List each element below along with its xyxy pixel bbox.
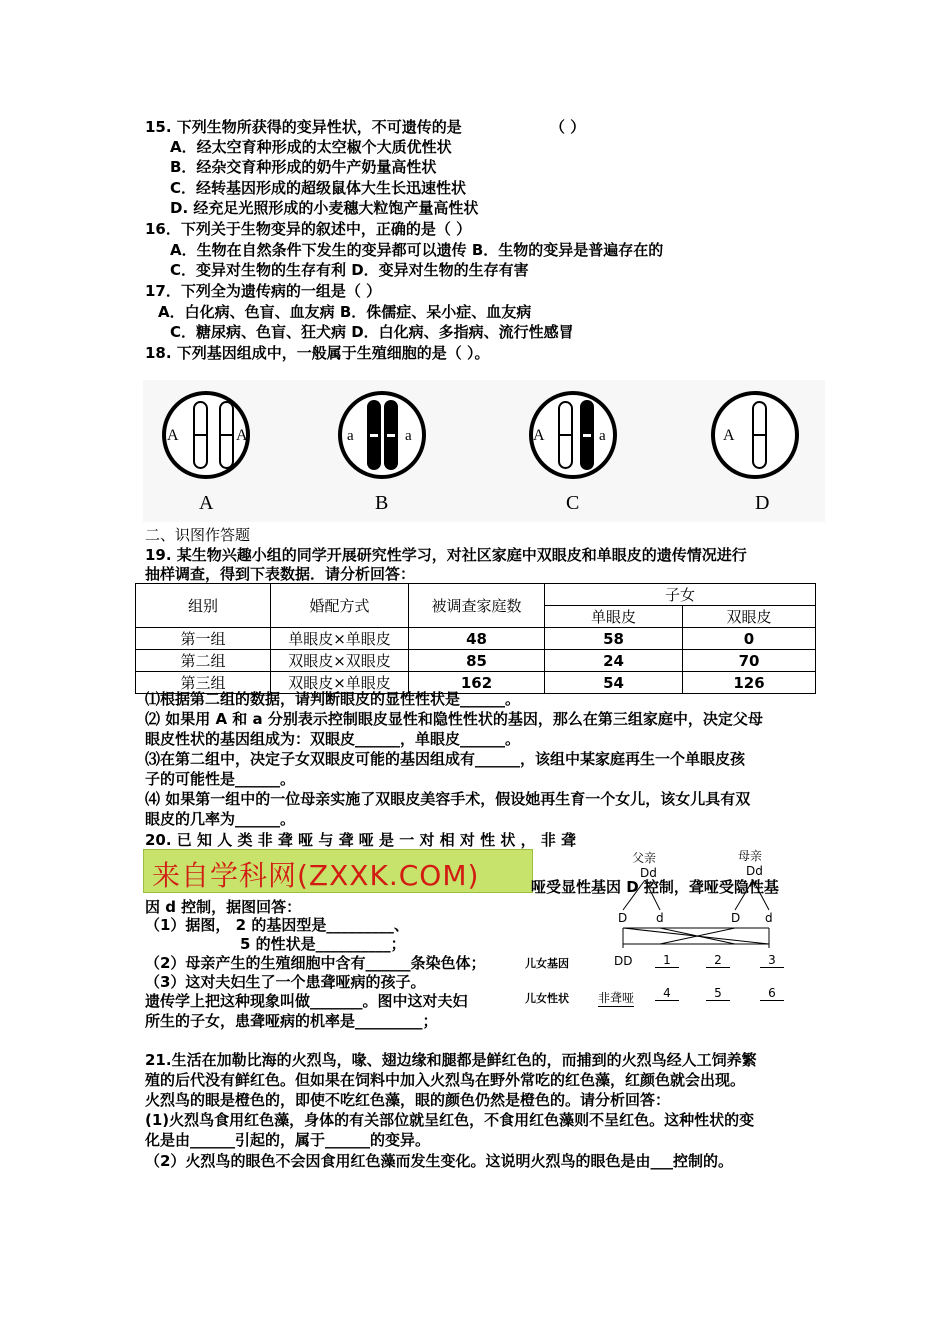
- child-genotype-dd: DD: [614, 954, 633, 968]
- gamete-2: d: [656, 911, 664, 925]
- child-trait-blank-6: 6: [760, 986, 784, 1001]
- gamete-4: d: [765, 911, 773, 925]
- th-families: 被调查家庭数: [409, 584, 545, 628]
- cell-b-right-gene: a: [405, 428, 412, 444]
- father-genotype: Dd: [640, 866, 657, 880]
- cell-mating: 单眼皮×单眼皮: [271, 628, 409, 650]
- cell-b-label: B: [375, 492, 389, 514]
- child-trait-blank-4: 4: [655, 986, 679, 1001]
- watermark-logo: 来自学科网(ZXXK.COM): [143, 849, 533, 893]
- cell-c-label: C: [566, 492, 580, 514]
- q17-options-row2: C．糖尿病、色盲、狂犬病 D．白化病、多指病、流行性感冒: [170, 323, 574, 341]
- q21-line6: （2）火烈鸟的眼色不会因食用红色藻而发生变化。这说明火烈鸟的眼色是由___控制的。: [145, 1152, 733, 1170]
- child-genotype-blank-2: 2: [706, 953, 730, 968]
- q19-part3-line2: 子的可能性是______。: [145, 770, 296, 788]
- section-2-title: 二、识图作答题: [145, 526, 251, 544]
- child-genotype-blank-1: 1: [655, 953, 679, 968]
- q19-stem-line1: 19. 某生物兴趣小组的同学开展研究性学习，对社区家庭中双眼皮和单眼皮的遗传情况进行: [145, 546, 747, 564]
- q21-line5: 化是由______引起的，属于______的变异。: [145, 1131, 431, 1149]
- gamete-3: D: [731, 911, 741, 925]
- cell-double: 126: [683, 672, 816, 694]
- child-trait-blank-5: 5: [706, 986, 730, 1001]
- cell-d-left-gene: A: [723, 427, 735, 444]
- table-row: [136, 650, 816, 672]
- q19-part1: ⑴根据第二组的数据，请判断眼皮的显性性状是______。: [145, 690, 521, 708]
- q19-part4-line2: 眼皮的几率为______。: [145, 810, 296, 828]
- cell-mating: 双眼皮×双眼皮: [271, 650, 409, 672]
- q15-option-b: B．经杂交育种形成的奶牛产奶量高性状: [170, 158, 437, 176]
- cell-double: 70: [683, 650, 816, 672]
- cell-a-right-gene: A: [236, 427, 248, 444]
- cell-families: 162: [409, 672, 545, 694]
- cell-group: 第二组: [136, 650, 271, 672]
- q21-line4: (1)火烈鸟食用红色藻，身体的有关部位就呈红色，不食用红色藻则不呈红色。这种性状的变: [145, 1111, 755, 1129]
- cell-a-label: A: [199, 492, 214, 514]
- cell-group: 第一组: [136, 628, 271, 650]
- q15-option-a: A．经太空育种形成的太空椒个大质优性状: [170, 138, 452, 156]
- q19-part2-line1: ⑵ 如果用 A 和 a 分别表示控制眼皮显性和隐性性状的基因，那么在第三组家庭中，决定父母: [145, 710, 763, 728]
- cell-single: 58: [545, 628, 683, 650]
- q20-stem-line3: 因 d 控制，据图回答：: [145, 898, 302, 916]
- q19-part4-line1: ⑷ 如果第一组中的一位母亲实施了双眼皮美容手术，假设她再生育一个女儿，该女儿具有双: [145, 790, 751, 808]
- cell-families: 48: [409, 628, 545, 650]
- q15-stem: 15. 下列生物所获得的变异性状，不可遗传的是 （ ）: [145, 118, 586, 136]
- q20-sub1-line2: 5 的性状是__________；: [240, 935, 406, 953]
- q19-data-table: [135, 583, 816, 694]
- th-double-eyelid: 双眼皮: [683, 606, 816, 628]
- q19-part2-line2: 眼皮性状的基因组成为：双眼皮______，单眼皮______。: [145, 730, 521, 748]
- cell-group: 第三组: [136, 672, 271, 694]
- q20-sub5: 所生的子女，患聋哑病的机率是_________；: [145, 1012, 438, 1030]
- q16-stem: 16．下列关于生物变异的叙述中，正确的是（ ）: [145, 220, 472, 238]
- q15-answer-paren: （ ）: [550, 118, 586, 136]
- q18-cell-diagram: [143, 380, 825, 522]
- cell-single: 54: [545, 672, 683, 694]
- q15-option-c: C．经转基因形成的超级鼠体大生长迅速性状: [170, 179, 467, 197]
- q19-part3-line1: ⑶在第二组中，决定子女双眼皮可能的基因组成有______，该组中某家庭再生一个单眼皮孩: [145, 750, 746, 768]
- cell-mating: 双眼皮×单眼皮: [271, 672, 409, 694]
- q21-line3: 火烈鸟的眼是橙色的，即使不吃红色藻，眼的颜色仍然是橙色的。请分析回答：: [145, 1091, 671, 1109]
- cell-b-left-gene: a: [347, 428, 354, 444]
- q15-option-d: D. 经充足光照形成的小麦穗大粒饱产量高性状: [170, 199, 479, 217]
- q19-stem-line2: 抽样调查，得到下表数据．请分析回答：: [145, 565, 416, 583]
- children-trait-label: 儿女性状: [525, 992, 569, 1005]
- q20-sub4: 遗传学上把这种现象叫做_______。图中这对夫妇: [145, 992, 468, 1010]
- cell-d-label: D: [755, 492, 770, 514]
- th-children: 子女: [545, 584, 816, 606]
- th-group: 组别: [136, 584, 271, 628]
- cell-c-left-gene: A: [533, 427, 545, 444]
- q20-stem-line2: 哑受显性基因 D 控制，聋哑受隐性基: [531, 878, 779, 896]
- cell-double: 0: [683, 628, 816, 650]
- mother-genotype: Dd: [746, 864, 763, 878]
- cross-lines: [615, 878, 785, 948]
- q20-sub1-line1: （1）据图， 2 的基因型是_________、: [145, 916, 409, 934]
- q17-stem: 17．下列全为遗传病的一组是（ ）: [145, 282, 382, 300]
- children-genotype-label: 儿女基因: [525, 957, 569, 970]
- cell-families: 85: [409, 650, 545, 672]
- child-trait-normal: 非聋哑: [598, 991, 635, 1005]
- q20-sub2: （2）母亲产生的生殖细胞中含有______条染色体；: [145, 954, 486, 972]
- q18-stem: 18. 下列基因组成中，一般属于生殖细胞的是（ ）。: [145, 344, 490, 362]
- mother-label: 母亲: [738, 849, 763, 863]
- table-row: [136, 628, 816, 650]
- cell-a-left-gene: A: [167, 427, 179, 444]
- th-mating: 婚配方式: [271, 584, 409, 628]
- cell-single: 24: [545, 650, 683, 672]
- th-single-eyelid: 单眼皮: [545, 606, 683, 628]
- q21-line2: 殖的后代没有鲜红色。但如果在饲料中加入火烈鸟在野外常吃的红色藻，红颜色就会出现。: [145, 1071, 746, 1089]
- cell-c-right-gene: a: [599, 428, 606, 444]
- q20-sub3: （3）这对夫妇生了一个患聋哑病的孩子。: [145, 973, 426, 991]
- q21-line1: 21.生活在加勒比海的火烈鸟，喙、翅边缘和腿都是鲜红色的，而捕到的火烈鸟经人工饲养繁: [145, 1051, 757, 1069]
- q17-options-row1: A．白化病、色盲、血友病 B．侏儒症、呆小症、血友病: [158, 303, 532, 321]
- q16-options-row2: C．变异对生物的生存有利 D．变异对生物的生存有害: [170, 261, 529, 279]
- gamete-1: D: [618, 911, 628, 925]
- q16-options-row1: A．生物在自然条件下发生的变异都可以遗传 B．生物的变异是普遍存在的: [170, 241, 664, 259]
- child-genotype-blank-3: 3: [760, 953, 784, 968]
- father-label: 父亲: [632, 851, 657, 865]
- q20-stem-line1: 20. 已 知 人 类 非 聋 哑 与 聋 哑 是 一 对 相 对 性 状 ， 非 聋: [145, 831, 577, 849]
